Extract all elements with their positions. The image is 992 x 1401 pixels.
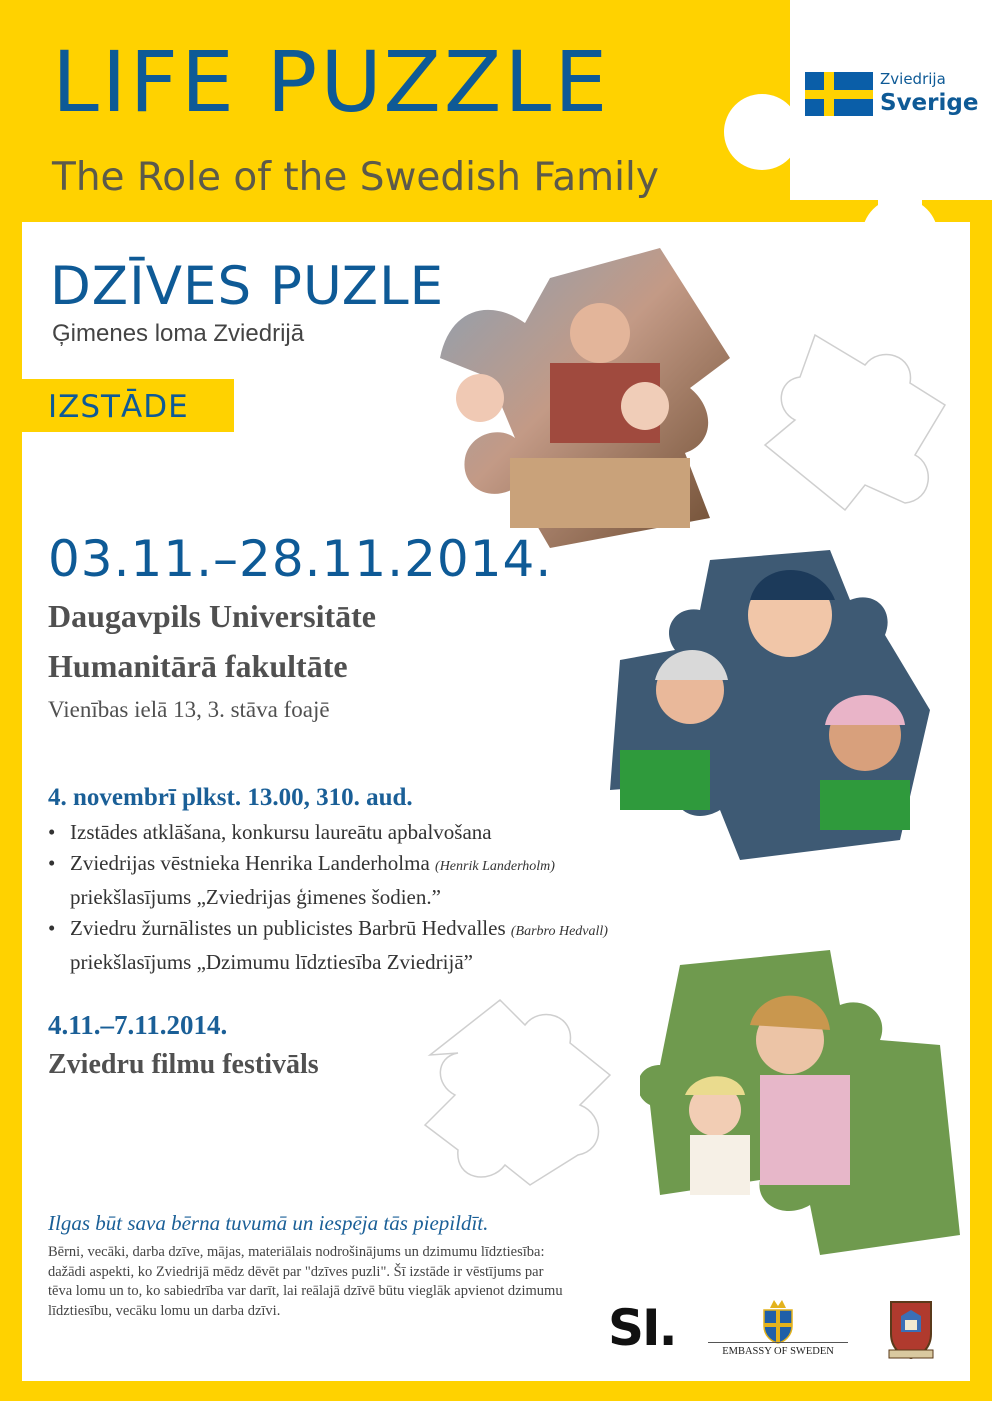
latvian-subtitle: Ģimenes loma Zviedrijā xyxy=(52,320,305,347)
photo-mother-girl xyxy=(640,945,970,1275)
footer-heading: Ilgas būt sava bērna tuvumā un iespēja tās piepildīt. xyxy=(48,1211,489,1235)
footer-body: Bērni, vecāki, darba dzīve, mājas, materiālais nodrošinājums un dzimumu līdztiesība: dažādi aspekti, ko Zviedrijā mēdz dēvēt par "dzīves puzli". Šī izstāde ir vēstījums par tēva lomu un to, ko sabiedrība var darīt, lai reālajā dzīvē būtu vieglāk apvienot dzimumu līdztiesību, vecāku lomu un darba dzīvi. xyxy=(48,1244,563,1319)
programme-item-continuation: priekšlasījums „Dzimumu līdztiesība Zviedrijā” xyxy=(70,950,473,974)
venue-faculty: Humanitārā fakultāte xyxy=(48,648,348,684)
programme-item-text: Izstādes atklāšana, konkursu laureātu apbalvošana xyxy=(70,820,492,844)
badge-label: IZSTĀDE xyxy=(48,389,189,425)
exhibition-badge xyxy=(22,379,234,432)
university-crest-icon xyxy=(885,1298,937,1362)
embassy-label: EMBASSY OF SWEDEN xyxy=(722,1346,834,1357)
programme-item-text: Zviedru žurnālistes un publicistes Barbrū Hedvalles xyxy=(70,916,506,940)
venue-address: Vienības ielā 13, 3. stāva foajē xyxy=(48,697,330,722)
festival-name: Zviedru filmu festivāls xyxy=(48,1049,319,1080)
opening-heading: 4. novembrī plkst. 13.00, 310. aud. xyxy=(48,784,413,811)
programme-item xyxy=(48,817,608,848)
embassy-crest-icon xyxy=(758,1298,798,1344)
logo-line1: Zviedrija xyxy=(880,70,946,88)
festival-dates: 4.11.–7.11.2014. xyxy=(48,1010,228,1040)
programme-item xyxy=(48,913,608,947)
main-title: LIFE PUZZLE xyxy=(52,33,611,131)
photo-children-winter xyxy=(600,540,950,860)
logo-line2: Sverige xyxy=(880,90,979,116)
si-logo: SI. xyxy=(608,1299,676,1357)
programme-item xyxy=(48,848,608,882)
main-subtitle: The Role of the Swedish Family xyxy=(52,155,659,200)
programme-item-continuation: priekšlasījums „Zviedrijas ģimenes šodien.” xyxy=(70,885,441,909)
programme-item-text: Zviedrijas vēstnieka Henrika Landerholma xyxy=(70,851,430,875)
embassy-divider xyxy=(708,1342,848,1343)
swedish-flag-icon xyxy=(805,72,873,116)
white-puzzle-piece-bottom xyxy=(410,985,660,1205)
venue-university: Daugavpils Universitāte xyxy=(48,598,376,634)
latvian-title: DZĪVES PUZLE xyxy=(50,256,445,317)
programme-item-note: (Henrik Landerholm) xyxy=(435,859,555,874)
white-puzzle-piece-top xyxy=(755,325,965,515)
photo-father-babies xyxy=(430,238,760,558)
exhibition-dates: 03.11.–28.11.2014. xyxy=(48,530,553,588)
programme-item-note: (Barbro Hedvall) xyxy=(510,924,608,939)
opening-programme xyxy=(48,817,608,978)
